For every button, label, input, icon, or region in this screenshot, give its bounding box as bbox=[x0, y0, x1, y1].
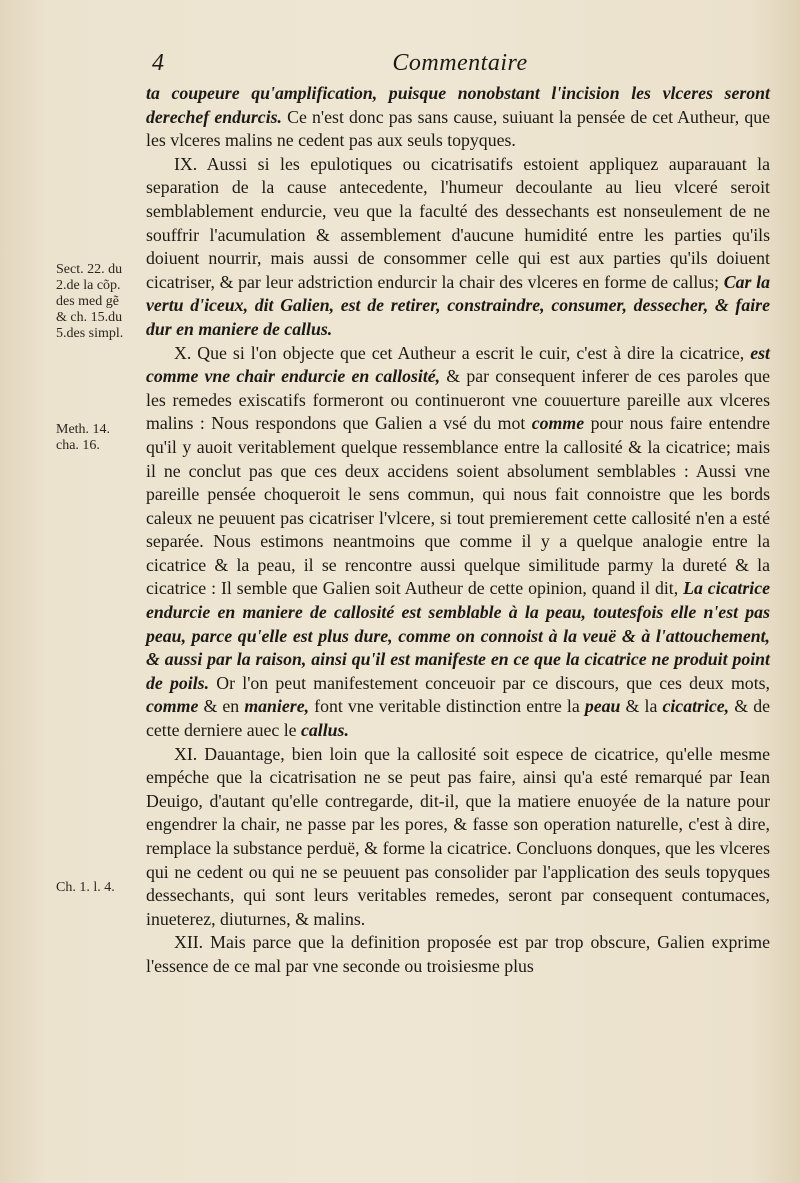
text-run: Ce n'est donc pas sans cause, suiuant la pensée de cet Autheur, que les vlceres malins ne cedent pas aux seuls topyques. bbox=[146, 106, 770, 151]
margin-note-line: des med gẽ bbox=[56, 294, 119, 309]
italic-phrase: maniere, bbox=[239, 696, 310, 717]
margin-note-2 bbox=[56, 422, 146, 454]
margin-note-line: 2.de la cõp. bbox=[56, 278, 121, 293]
page-header bbox=[150, 48, 770, 82]
italic-phrase: peau bbox=[579, 696, 621, 717]
galen-quote: La cicatrice endurcie en maniere de callosité est semblable à la peau, toutesfois elle n'est pas peau, parce qu'elle est plus dure, comme on connoist à la veuë & à l'attouchement, & aussi par la raison, ainsi qu'il est manifeste en ce que la cicatrice ne produit point de poils. bbox=[146, 578, 771, 693]
page-number: 4 bbox=[152, 50, 164, 76]
paragraph-ix bbox=[146, 153, 770, 342]
italic-phrase: comme bbox=[146, 696, 199, 717]
italic-phrase: comme bbox=[525, 413, 585, 434]
margin-note-line: Ch. 1. l. 4. bbox=[56, 880, 115, 895]
text-run: pour nous faire entendre qu'il y auoit veritablement quelque ressemblance entre la callosité & la cicatrice; mais il ne conclut pas que ces deux accidens soient absolument semblables : Aussi vne pareille pensée choqueroit le sens commun, qui nous fait connoistre que les bords caleux ne peuuent pas cicatriser l'vlcere, si tout premierement cette callosité n'en a esté separée. Nous estimons neantmoins que comme il y a quelque analogie entre la cicatrice & la peau, il se rencontre aussi quelque similitude parmy la dureté & la cicatrice : Il semble que Galien soit Autheur de cette opinion, quand il dit, bbox=[146, 413, 770, 599]
paragraph-x bbox=[146, 342, 770, 743]
margin-note-line: & ch. 15.du bbox=[56, 310, 123, 325]
running-head: Commentaire bbox=[392, 50, 528, 76]
paragraph-xi bbox=[146, 743, 770, 932]
margin-note-line: Sect. 22. du bbox=[56, 262, 123, 277]
text-run: XI. Dauantage, bien loin que la callosité soit espece de cicatrice, qu'elle mesme empéche que la cicatrisation ne se peut pas faire, ainsi qu'a esté remarqué par Iean Deuigo, d'autant qu'elle contregarde, dit-il, que la matiere enuoyée de la nature pour engendrer la chair, ne passe par les pores, & fasse son operation naturelle, c'est à dire, remplace la substance perduë, & forme la cicatrice. Concluons donques, que les vlceres qui ne cedent ou qui ne se peuuent pas consolider par l'application des seuls topyques dessechants, qui sont leurs veritables remedes, seront par consequent contumaces, inueterez, diuturnes, & malins. bbox=[146, 743, 770, 929]
text-run: & en bbox=[198, 696, 240, 717]
italic-phrase: callus. bbox=[296, 720, 349, 741]
margin-note-line: cha. 16. bbox=[56, 438, 100, 453]
italic-phrase: cicatrice, bbox=[657, 696, 730, 717]
galen-quote: Car la vertu d'iceux, dit Galien, est de retirer, constraindre, consumer, dessecher, & faire dur en maniere de callus. bbox=[146, 271, 770, 339]
body-text bbox=[146, 82, 770, 979]
text-run: & la bbox=[620, 696, 658, 717]
text-run: font vne veritable distinction entre la bbox=[309, 696, 580, 717]
text-run: X. Que si l'on objecte que cet Autheur a escrit le cuir, c'est à dire la cicatrice, bbox=[174, 342, 745, 363]
margin-note-3 bbox=[56, 880, 146, 896]
paragraph-xii bbox=[146, 931, 770, 978]
margin-note-1 bbox=[56, 262, 146, 342]
italic-phrase: est comme vne chair endurcie en callosité, bbox=[146, 342, 770, 387]
text-run: XII. Mais parce que la definition proposée est par trop obscure, Galien exprime l'essence de ce mal par vne seconde ou troisiesme plus bbox=[146, 932, 770, 976]
text-run: & par consequent inferer de ces paroles que les remedes exiscatifs formeront ou continueront vne couuerture pareille aux vlceres malins : Nous respondons que Galien a vsé du mot bbox=[146, 366, 770, 434]
text-run: & de cette derniere auec le bbox=[146, 696, 770, 741]
margin-note-line: 5.des simpl. bbox=[56, 326, 124, 341]
text-run: Or l'on peut manifestement conceuoir par ce discours, que ces deux mots, bbox=[209, 672, 770, 693]
margin-note-line: Meth. 14. bbox=[56, 422, 111, 437]
italic-phrase: ta coupeure qu'amplification, puisque nonobstant l'incision les vlceres seront derechef endurcis. bbox=[146, 83, 770, 127]
paragraph-continuation bbox=[146, 82, 770, 153]
text-run: IX. Aussi si les epulotiques ou cicatrisatifs estoient appliquez auparauant la separation de la cause antecedente, l'humeur decoulante au lieu vlceré seroit semblablement endurcie, veu que la faculté des dessechants est nonseulement de ne souffrir l'acumulation & assemblement d'aucune humidité entre les parties qu'ils doiuent nourrir, mais aussi de consommer celle qui est aux parties qu'ils doiuent cicatriser, & par leur adstriction endurcir la chair des vlceres en forme de callus; bbox=[146, 153, 770, 292]
